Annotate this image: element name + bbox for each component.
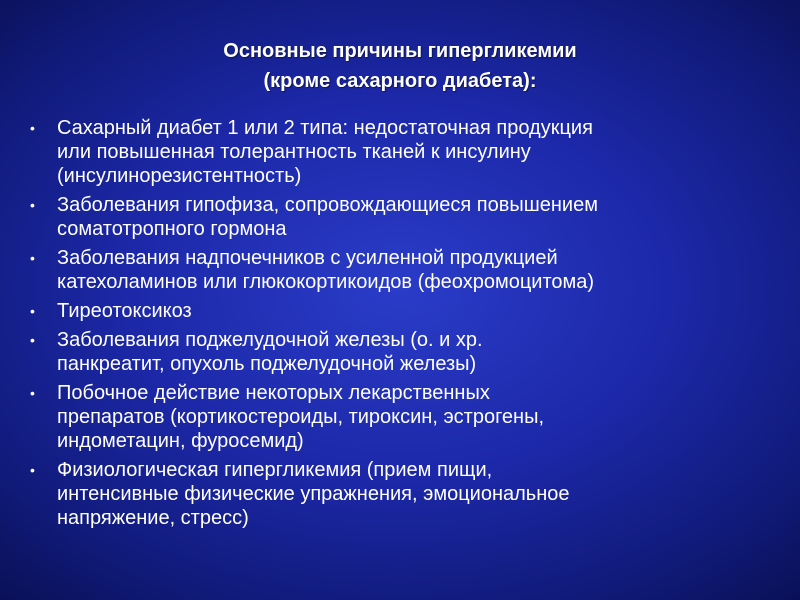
bullet-item [30,193,782,241]
bullet-marker: • [30,303,35,319]
bullet-item [30,328,782,376]
bullet-item [30,381,782,453]
bullet-line: катехоламинов или глюкокортикоидов (феохромоцитома) [57,271,595,293]
bullet-line: Сахарный диабет 1 или 2 типа: недостаточная продукция [57,117,593,139]
bullet-marker: • [30,120,35,136]
bullet-line: Заболевания поджелудочной железы (о. и хр. [57,329,483,351]
bullet-marker: • [30,197,35,213]
bullet-line: Тиреотоксикоз [57,300,192,322]
bullet-item [30,458,782,530]
bullet-item [30,246,782,294]
bullet-line: Побочное действие некоторых лекарственных [57,382,490,404]
bullet-line: Заболевания надпочечников с усиленной продукцией [57,247,558,269]
bullet-line: интенсивные физические упражнения, эмоциональное [57,483,570,505]
bullet-line: панкреатит, опухоль поджелудочной железы) [57,353,477,375]
bullet-marker: • [30,332,35,348]
slide-title [0,36,800,96]
bullet-line: или повышенная толерантность тканей к инсулину [57,141,531,163]
bullet-line: индометацин, фуросемид) [57,430,304,452]
bullet-marker: • [30,385,35,401]
title-line-2: (кроме сахарного диабета): [263,70,537,92]
bullet-line: напряжение, стресс) [57,507,249,529]
bullet-list [30,116,782,535]
bullet-line: соматотропного гормона [57,218,287,240]
bullet-item [30,116,782,188]
bullet-line: (инсулинорезистентность) [57,165,302,187]
title-line-1: Основные причины гипергликемии [223,40,577,62]
bullet-item [30,299,782,323]
bullet-marker: • [30,462,35,478]
bullet-line: препаратов (кортикостероиды, тироксин, эстрогены, [57,406,545,428]
bullet-marker: • [30,250,35,266]
bullet-line: Физиологическая гипергликемия (прием пищи, [57,459,493,481]
bullet-line: Заболевания гипофиза, сопровождающиеся повышением [57,194,598,216]
